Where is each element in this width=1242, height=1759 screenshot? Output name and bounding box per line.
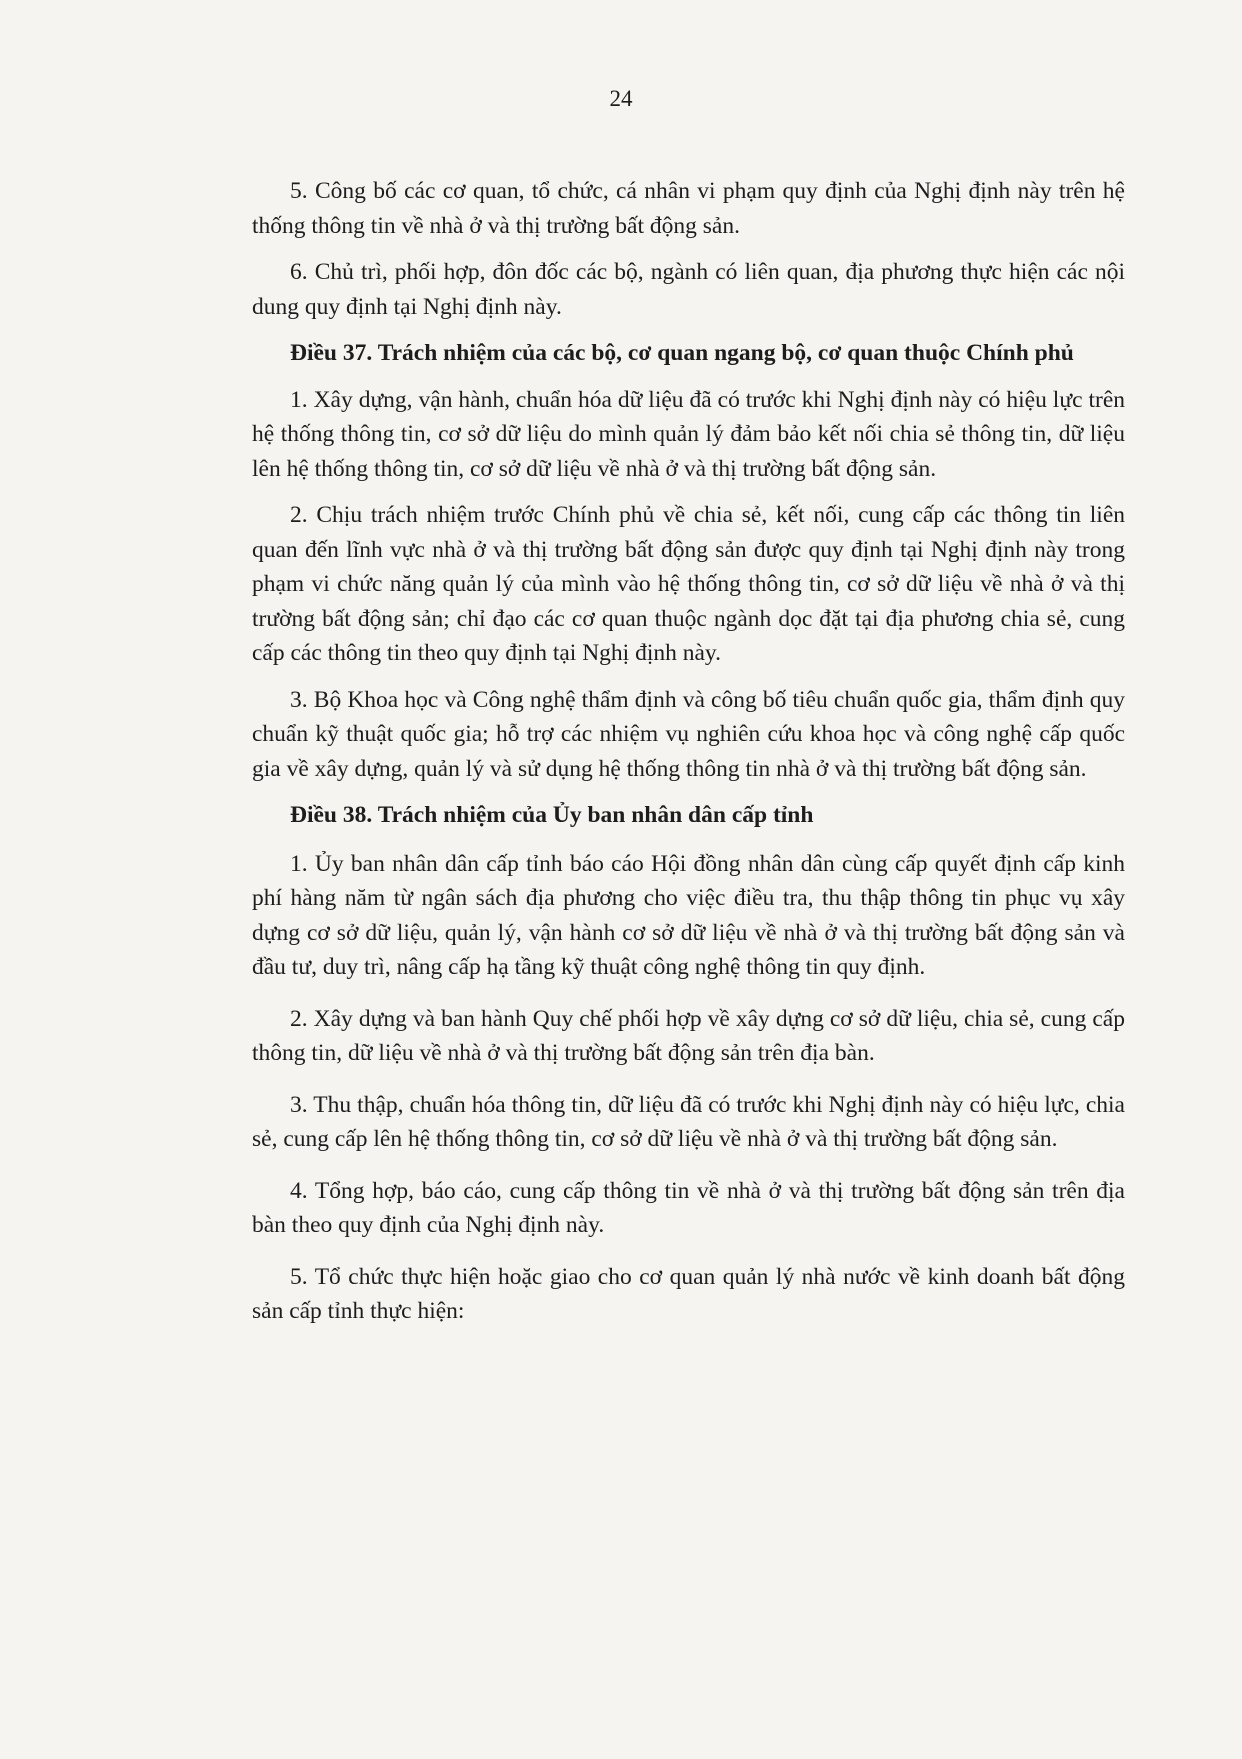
clause-5-publish-violations: 5. Công bố các cơ quan, tổ chức, cá nhân vi phạm quy định của Nghị định này trên hệ thống thông tin về nhà ở và thị trường bất động sản. xyxy=(252,178,1125,239)
clause-6-coordinate: 6. Chủ trì, phối hợp, đôn đốc các bộ, ngành có liên quan, địa phương thực hiện các nội dung quy định tại Nghị định này. xyxy=(252,259,1125,320)
article-38-clause-1: 1. Ủy ban nhân dân cấp tỉnh báo cáo Hội đồng nhân dân cùng cấp quyết định cấp kinh phí hàng năm từ ngân sách địa phương cho việc điều tra, thu thập thông tin phục vụ xây dựng cơ sở dữ liệu, quản lý, vận hành cơ sở dữ liệu về nhà ở và thị trường bất động sản và đầu tư, duy trì, nâng cấp hạ tầng kỹ thuật công nghệ thông tin quy định. xyxy=(252,850,1125,980)
article-38-clause-5: 5. Tổ chức thực hiện hoặc giao cho cơ quan quản lý nhà nước về kinh doanh bất động sản cấp tỉnh thực hiện: xyxy=(252,1263,1125,1324)
article-37-clause-3: 3. Bộ Khoa học và Công nghệ thẩm định và công bố tiêu chuẩn quốc gia, thẩm định quy chuẩn kỹ thuật quốc gia; hỗ trợ các nhiệm vụ nghiên cứu khoa học và công nghệ cấp quốc gia về xây dựng, quản lý và sử dụng hệ thống thông tin nhà ở và thị trường bất động sản. xyxy=(252,686,1125,782)
article-38-heading: Điều 38. Trách nhiệm của Ủy ban nhân dân cấp tỉnh xyxy=(290,802,814,828)
article-37-clause-2: 2. Chịu trách nhiệm trước Chính phủ về chia sẻ, kết nối, cung cấp các thông tin liên quan đến lĩnh vực nhà ở và thị trường bất động sản được quy định tại Nghị định này trong phạm vi chức năng quản lý của mình vào hệ thống thông tin, cơ sở dữ liệu về nhà ở và thị trường bất động sản; chỉ đạo các cơ quan thuộc ngành dọc đặt tại địa phương chia sẻ, cung cấp các thông tin theo quy định tại Nghị định này. xyxy=(252,502,1125,666)
article-38-clause-2: 2. Xây dựng và ban hành Quy chế phối hợp về xây dựng cơ sở dữ liệu, chia sẻ, cung cấp thông tin, dữ liệu về nhà ở và thị trường bất động sản trên địa bàn. xyxy=(252,1005,1125,1066)
article-38-clause-3: 3. Thu thập, chuẩn hóa thông tin, dữ liệu đã có trước khi Nghị định này có hiệu lực, chia sẻ, cung cấp lên hệ thống thông tin, cơ sở dữ liệu về nhà ở và thị trường bất động sản. xyxy=(252,1091,1125,1152)
article-38-clause-4: 4. Tổng hợp, báo cáo, cung cấp thông tin về nhà ở và thị trường bất động sản trên địa bàn theo quy định của Nghị định này. xyxy=(252,1177,1125,1238)
article-37-heading: Điều 37. Trách nhiệm của các bộ, cơ quan ngang bộ, cơ quan thuộc Chính phủ xyxy=(290,340,1074,366)
page-number: 24 xyxy=(609,86,633,111)
document-body xyxy=(252,174,1125,1329)
article-37-clause-1: 1. Xây dựng, vận hành, chuẩn hóa dữ liệu đã có trước khi Nghị định này có hiệu lực trên hệ thống thông tin, cơ sở dữ liệu do mình quản lý đảm bảo kết nối chia sẻ thông tin, dữ liệu lên hệ thống thông tin, cơ sở dữ liệu về nhà ở và thị trường bất động sản. xyxy=(252,386,1125,482)
